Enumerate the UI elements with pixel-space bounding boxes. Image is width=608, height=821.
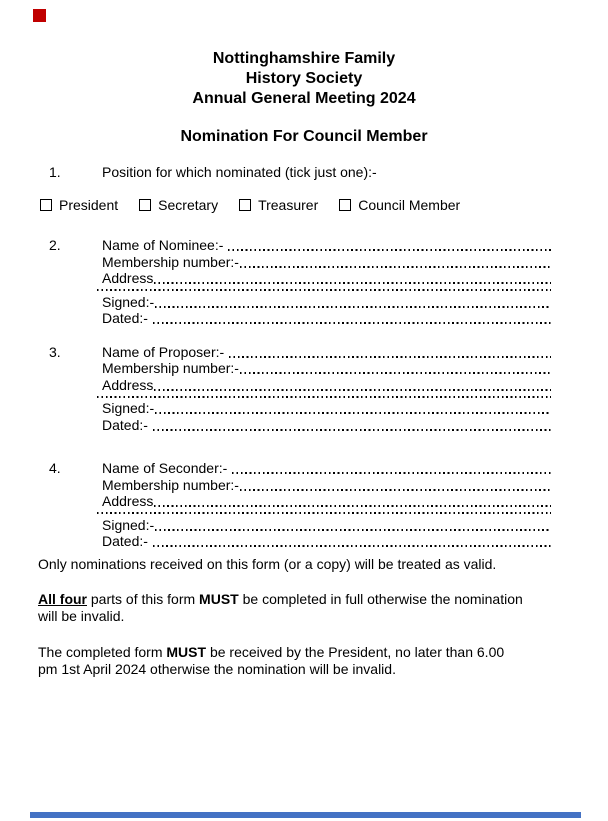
note-deadline: The completed form MUST be received by the President, no later than 6.00 pm 1st April 2024 otherwise the nomination will be invalid. — [38, 644, 505, 677]
position-options — [0, 197, 608, 214]
item-1-position — [0, 164, 608, 181]
nominee-membership-field[interactable] — [239, 254, 553, 271]
proposer-signed-field[interactable] — [154, 400, 553, 417]
field-label: Signed:- — [102, 293, 155, 310]
field-label: Signed:- — [102, 400, 155, 416]
nominee-signed-field[interactable] — [154, 294, 553, 311]
option-council-member[interactable] — [339, 197, 460, 214]
field-label: Dated:- — [102, 416, 152, 433]
section-nominee — [0, 237, 608, 327]
field-label: Address — [102, 270, 154, 286]
option-secretary[interactable] — [139, 197, 218, 214]
field-row — [0, 477, 608, 494]
proposer-dated-field[interactable] — [152, 417, 553, 434]
field-row — [0, 360, 608, 377]
checkbox-treasurer[interactable] — [239, 199, 251, 211]
item-number: 1. — [49, 164, 61, 180]
field-label: Membership number:- — [102, 253, 239, 270]
field-row — [0, 417, 608, 434]
field-label: Dated:- — [102, 533, 152, 549]
nominee-address-field[interactable] — [153, 270, 553, 287]
field-label: Name of Seconder:- — [102, 460, 232, 476]
option-treasurer-label: Treasurer — [258, 196, 319, 213]
proposer-address-field[interactable] — [153, 377, 553, 394]
field-label: Name of Proposer:- — [102, 343, 229, 360]
seconder-address-field[interactable] — [153, 493, 553, 510]
field-label: Membership number:- — [102, 360, 239, 376]
bottom-blue-bar — [30, 812, 581, 818]
seconder-signed-field[interactable] — [154, 517, 553, 534]
field-row — [0, 460, 608, 477]
field-row — [0, 400, 608, 417]
checkbox-council-member[interactable] — [339, 199, 351, 211]
field-row — [0, 377, 608, 394]
title-line-1: Nottinghamshire Family — [212, 50, 396, 67]
field-label: Address — [102, 376, 154, 393]
seconder-name-field[interactable] — [231, 460, 553, 477]
note-all-four: All four parts of this form MUST be completed in full otherwise the nomination will be invalid. — [38, 591, 523, 624]
proposer-membership-field[interactable] — [239, 360, 553, 377]
field-row — [0, 493, 608, 510]
section-number: 3. — [49, 343, 61, 360]
note-valid-form: Only nominations received on this form (or a copy) will be treated as valid. — [38, 555, 497, 572]
option-president[interactable] — [40, 197, 118, 214]
section-proposer — [0, 344, 608, 434]
field-row — [0, 533, 608, 550]
option-secretary-label: Secretary — [158, 196, 219, 213]
option-president-label: President — [59, 196, 119, 213]
field-row — [0, 254, 608, 271]
note-must-emphasis: MUST — [199, 591, 239, 607]
nominee-name-field[interactable] — [227, 237, 553, 254]
section-seconder — [0, 460, 608, 550]
option-treasurer[interactable] — [239, 197, 318, 214]
field-row — [0, 294, 608, 311]
form-heading: Nomination For Council Member — [180, 128, 428, 145]
field-label: Signed:- — [102, 516, 155, 533]
section-number: 4. — [49, 460, 61, 476]
seconder-dated-field[interactable] — [152, 533, 553, 550]
field-row — [0, 237, 608, 254]
seconder-membership-field[interactable] — [239, 477, 553, 494]
field-row — [0, 310, 608, 327]
checkbox-secretary[interactable] — [139, 199, 151, 211]
title-line-2: History Society — [245, 70, 363, 87]
checkbox-president[interactable] — [40, 199, 52, 211]
section-number: 2. — [49, 237, 61, 253]
deadline-must-emphasis: MUST — [166, 644, 207, 660]
nominee-dated-field[interactable] — [152, 310, 553, 327]
note-all-four-emphasis: All four — [38, 591, 87, 607]
item-1-label: Position for which nominated (tick just one):- — [102, 164, 377, 180]
document-title — [0, 0, 608, 109]
option-council-member-label: Council Member — [358, 196, 461, 213]
title-line-3: Annual General Meeting 2024 — [192, 90, 416, 107]
field-label: Dated:- — [102, 310, 152, 326]
field-row — [0, 270, 608, 287]
red-square-marker — [33, 9, 46, 22]
field-label: Address — [102, 493, 154, 509]
field-row — [0, 517, 608, 534]
form-body — [0, 164, 608, 677]
proposer-name-field[interactable] — [228, 344, 553, 361]
field-label: Membership number:- — [102, 476, 239, 493]
field-label: Name of Nominee:- — [102, 237, 228, 253]
field-row — [0, 344, 608, 361]
